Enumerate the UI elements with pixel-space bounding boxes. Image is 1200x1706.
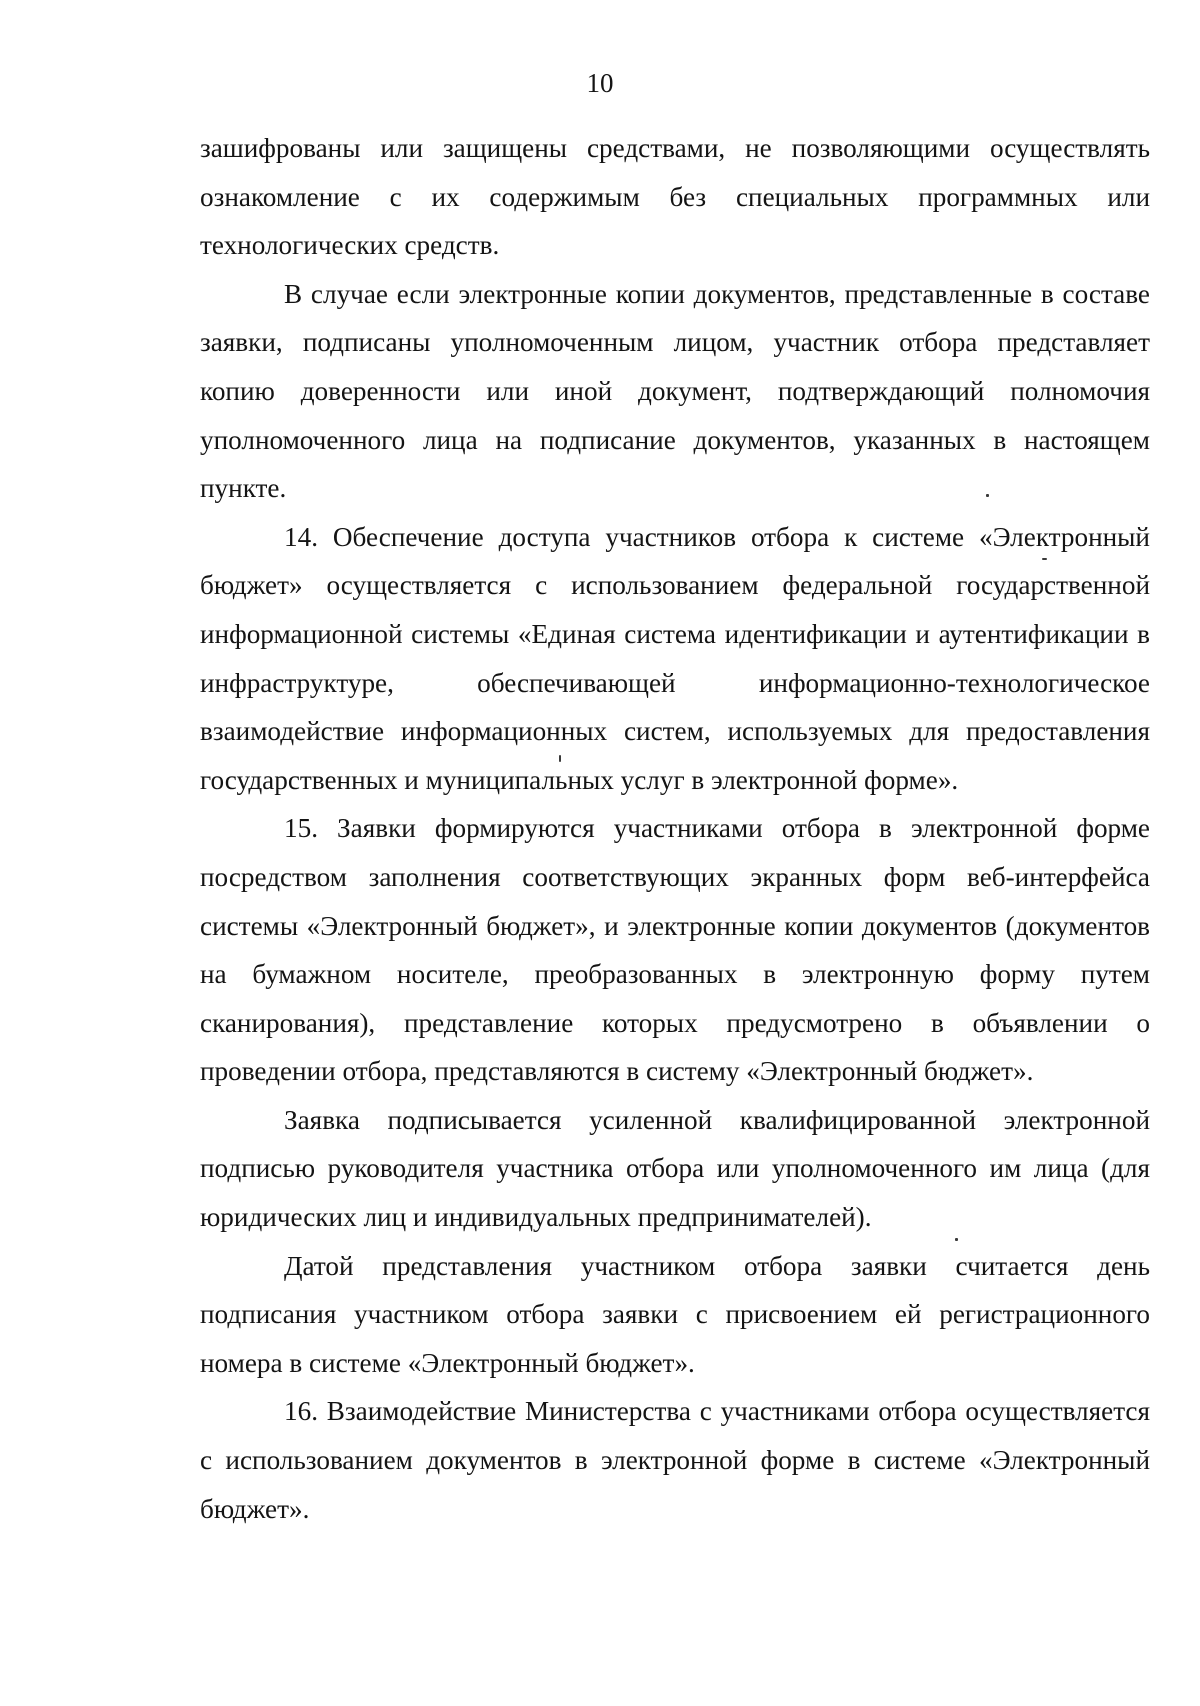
scan-speck bbox=[1042, 558, 1047, 560]
page-number: 10 bbox=[586, 68, 614, 98]
paragraph-15-applications: 15. Заявки формируются участниками отбора в электронной форме посредством заполнения соответствующих экранных форм веб-интерфейса системы «Электронный бюджет», и электронные копии документов (документов на бумажном носителе, преобразованных в электронную форму путем сканирования), представление которых предусмотрено в объявлении о проведении отбора, представляются в систему «Электронный бюджет». bbox=[200, 813, 1150, 1087]
scan-speck bbox=[559, 755, 561, 762]
paragraph-signature: Заявка подписывается усиленной квалифицированной электронной подписью руководителя участника отбора или уполномоченного им лица (для юридических лиц и индивидуальных предпринимателей). bbox=[200, 1104, 1150, 1233]
document-body bbox=[200, 124, 1150, 1533]
scan-speck bbox=[955, 1238, 958, 1241]
paragraph-14-access: 14. Обеспечение доступа участников отбора к системе «Электронный бюджет» осуществляется с использованием федеральной государственной информационной системы «Единая система идентификации и аутентификации в инфраструктуре, обеспечивающей информационно-технологическое взаимодействие информационных систем, используемых для предоставления государственных и муниципальных услуг в электронной форме». bbox=[200, 521, 1150, 795]
paragraph-continuation: зашифрованы или защищены средствами, не позволяющими осуществлять ознакомление с их содержимым без специальных программных или технологических средств. bbox=[200, 133, 1150, 261]
paragraph-proxy-document: В случае если электронные копии документов, представленные в составе заявки, подписаны уполномоченным лицом, участник отбора представляет копию доверенности или иной документ, подтверждающий полномочия уполномоченного лица на подписание документов, указанных в настоящем пункте. bbox=[200, 278, 1150, 504]
paragraph-16-interaction: 16. Взаимодействие Министерства с участниками отбора осуществляется с использованием документов в электронной форме в системе «Электронный бюджет». bbox=[200, 1396, 1150, 1524]
scan-speck bbox=[986, 494, 989, 497]
paragraph-submission-date: Датой представления участником отбора заявки считается день подписания участником отбора заявки с присвоением ей регистрационного номера в системе «Электронный бюджет». bbox=[200, 1250, 1150, 1378]
